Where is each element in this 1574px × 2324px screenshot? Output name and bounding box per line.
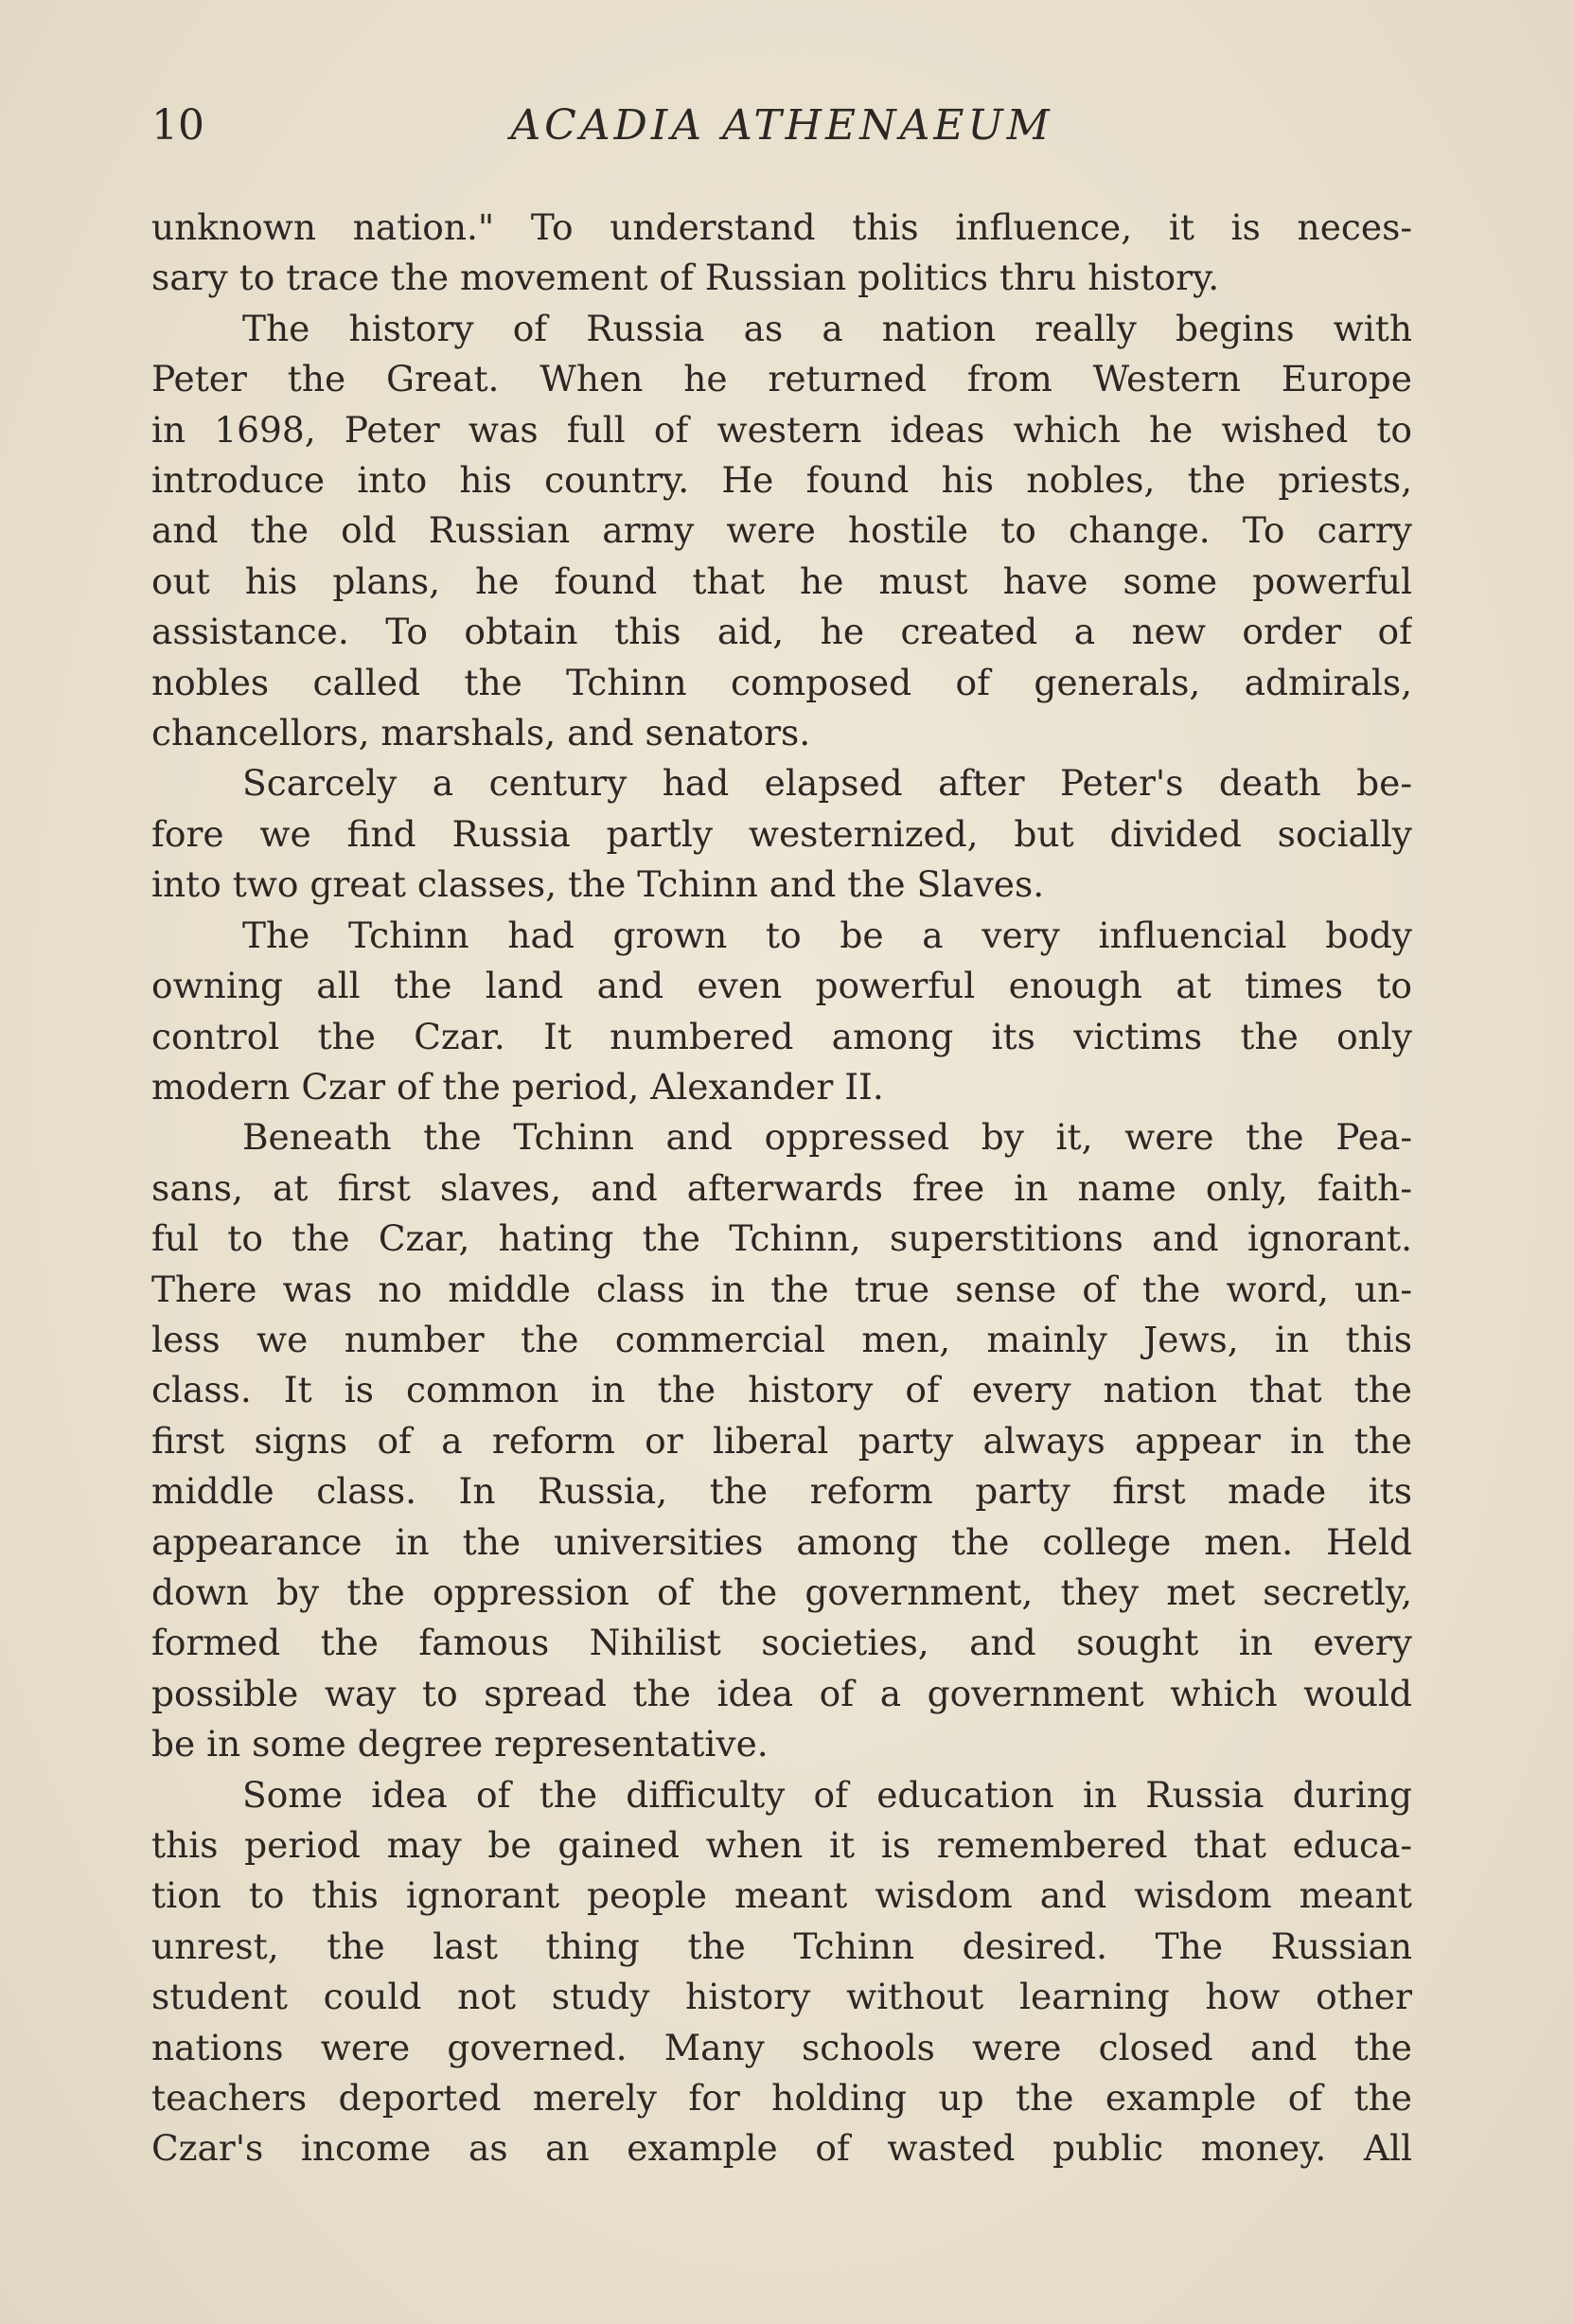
text-line: sary to trace the movement of Russian politics thru history.	[151, 257, 1220, 299]
text-line: nations were governed. Many schools were closed and the	[151, 2026, 1412, 2068]
text-line: tion to this ignorant people meant wisdom and wisdom meant	[151, 1874, 1412, 1917]
paragraph	[151, 203, 1412, 304]
text-line: assistance. To obtain this aid, he created a new order of	[151, 611, 1412, 653]
text-line: nobles called the Tchinn composed of generals, admirals,	[151, 661, 1412, 703]
text-line: unrest, the last thing the Tchinn desired. The Russian	[151, 1925, 1412, 1967]
text-line: possible way to spread the idea of a government which would	[151, 1672, 1412, 1714]
text-line: chancellors, marshals, and senators.	[151, 712, 811, 754]
text-line: control the Czar. It numbered among its victims the only	[151, 1015, 1412, 1057]
text-line: out his plans, he found that he must have some powerful	[151, 559, 1412, 602]
text-line: sans, at first slaves, and afterwards free in name only, faith-	[151, 1166, 1412, 1209]
text-line: The history of Russia as a nation really begins with	[242, 307, 1412, 349]
text-line: There was no middle class in the true sense of the word, un-	[151, 1268, 1412, 1310]
text-line: first signs of a reform or liberal party always appear in the	[151, 1419, 1412, 1462]
text-line: student could not study history without learning how other	[151, 1976, 1412, 2018]
paragraph	[151, 758, 1412, 910]
text-line: unknown nation." To understand this influence, it is neces-	[151, 206, 1412, 248]
text-line: into two great classes, the Tchinn and the Slaves.	[151, 863, 1045, 906]
text-line: Peter the Great. When he returned from Western Europe	[151, 358, 1412, 400]
text-line: be in some degree representative.	[151, 1723, 769, 1765]
text-line: owning all the land and even powerful enough at times to	[151, 965, 1412, 1007]
text-line: middle class. In Russia, the reform party first made its	[151, 1470, 1412, 1513]
text-line: in 1698, Peter was full of western ideas which he wished to	[151, 408, 1412, 451]
paragraph	[151, 1770, 1412, 2174]
text-line: Beneath the Tchinn and oppressed by it, were the Pea-	[242, 1116, 1412, 1159]
text-line: modern Czar of the period, Alexander II.	[151, 1065, 884, 1108]
text-line: teachers deported merely for holding up the example of the	[151, 2077, 1412, 2120]
body-text	[151, 203, 1412, 2174]
text-line: ful to the Czar, hating the Tchinn, superstitions and ignorant.	[151, 1217, 1412, 1260]
text-line: Scarcely a century had elapsed after Peter's death be-	[242, 762, 1412, 805]
running-head: ACADIA ATHENAEUM	[510, 101, 1053, 150]
text-line: this period may be gained when it is remembered that educa-	[151, 1824, 1412, 1866]
text-line: Some idea of the difficulty of education in Russia during	[242, 1773, 1412, 1816]
text-line: appearance in the universities among the college men. Held	[151, 1520, 1412, 1563]
text-line: less we number the commercial men, mainly Jews, in this	[151, 1318, 1412, 1360]
page-header	[151, 93, 1412, 159]
text-line: down by the oppression of the government, they met secretly,	[151, 1570, 1412, 1613]
text-line: Czar's income as an example of wasted public money. All	[151, 2127, 1412, 2170]
paragraph	[151, 911, 1412, 1113]
text-line: and the old Russian army were hostile to change. To carry	[151, 509, 1412, 552]
page-number: 10	[151, 101, 204, 150]
paragraph	[151, 1112, 1412, 1769]
text-line: class. It is common in the history of every nation that the	[151, 1369, 1412, 1411]
paragraph	[151, 304, 1412, 759]
text-line: fore we find Russia partly westernized, but divided socially	[151, 812, 1412, 855]
text-line: formed the famous Nihilist societies, and sought in every	[151, 1622, 1412, 1664]
text-line: The Tchinn had grown to be a very influencial body	[242, 914, 1412, 956]
text-line: introduce into his country. He found his nobles, the priests,	[151, 459, 1412, 502]
